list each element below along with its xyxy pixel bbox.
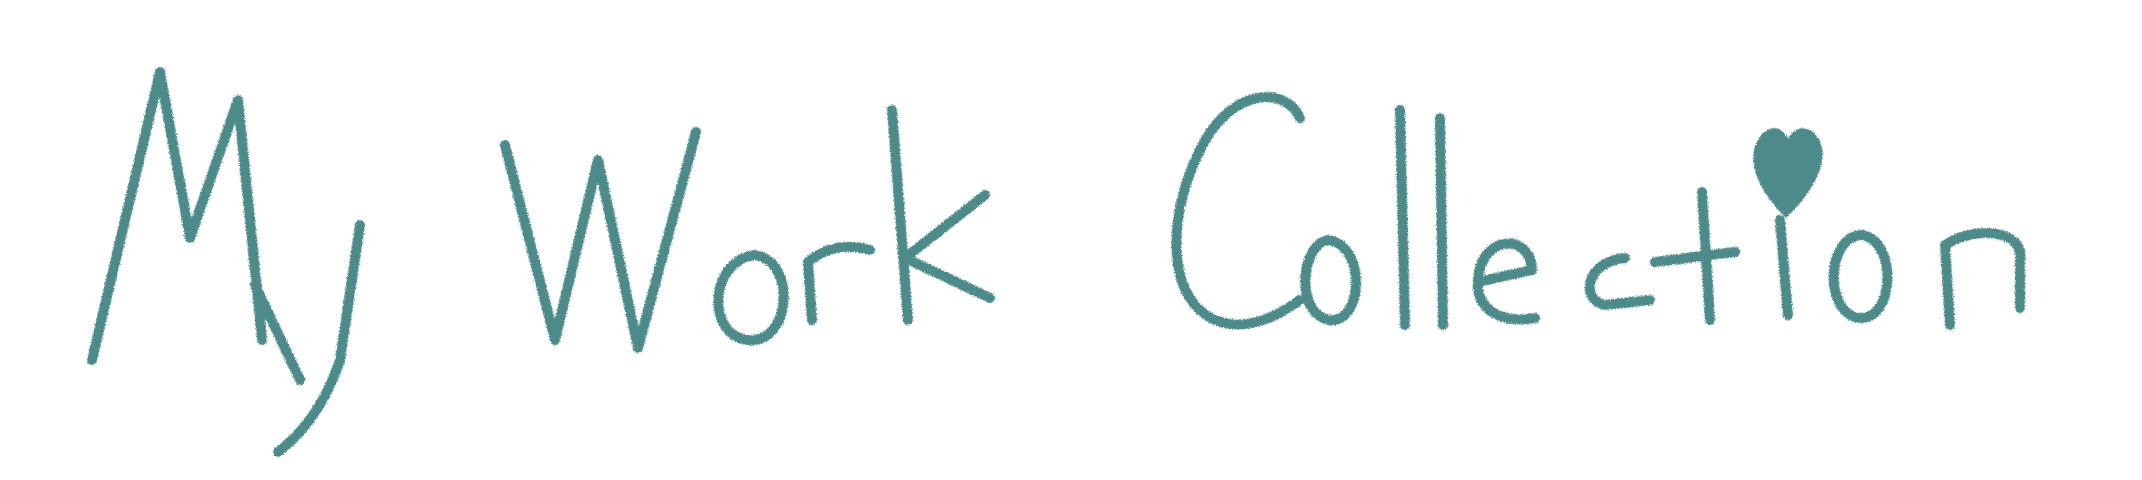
- letter-i: [1780, 220, 1788, 315]
- letter-c: [1590, 258, 1650, 305]
- letter-M: [92, 72, 262, 360]
- letter-o-2: [1305, 240, 1356, 320]
- letter-t-bar: [1655, 252, 1735, 262]
- letter-o-1: [718, 255, 783, 340]
- letter-y-tail: [278, 225, 360, 452]
- letter-l-2: [1440, 118, 1443, 325]
- letter-e: [1478, 243, 1535, 319]
- letter-k-stem: [892, 110, 908, 320]
- letter-o-3: [1834, 235, 1888, 318]
- letter-k-arms: [905, 195, 990, 298]
- letter-W: [505, 132, 696, 348]
- heart-icon: [1755, 130, 1820, 215]
- letter-C: [1176, 97, 1300, 324]
- letter-l-1: [1400, 110, 1405, 325]
- letter-n: [1945, 233, 2020, 325]
- letter-r: [808, 247, 870, 320]
